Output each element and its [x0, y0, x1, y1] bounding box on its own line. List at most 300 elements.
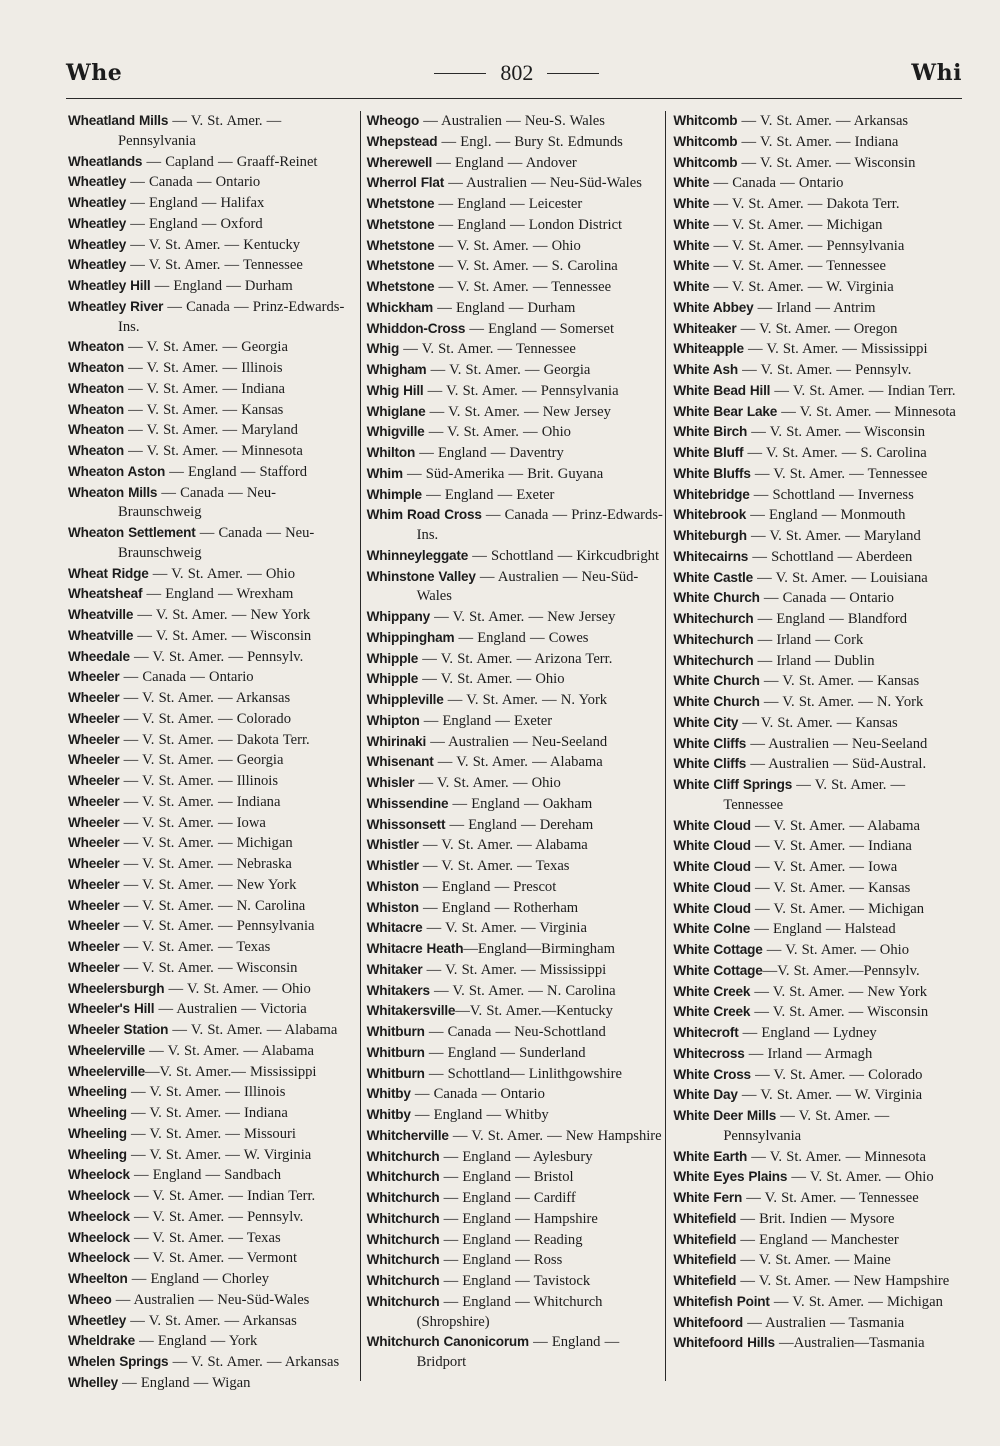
directory-entry: [367, 381, 664, 402]
directory-entry: [68, 1165, 358, 1186]
entry-headword: Wheelerville: [68, 1042, 145, 1058]
entry-location: — England — Blandford: [753, 611, 908, 627]
entry-location: — V. St. Amer. — Indiana: [119, 793, 281, 810]
entry-headword: Whitebrook: [673, 507, 747, 523]
directory-entry: [68, 523, 358, 564]
entry-headword: Wheelock: [68, 1188, 130, 1203]
directory-entry: [673, 1250, 964, 1271]
entry-headword: Whitchurch: [366, 1210, 440, 1226]
entry-headword: Wheeler: [68, 918, 120, 934]
entry-headword: Wheeler: [68, 814, 120, 830]
entry-headword: Whiddon-Cross: [366, 320, 466, 336]
entry-headword: Whim Road Cross: [366, 507, 482, 523]
entry-location: — V. St. Amer. — Tennessee: [126, 257, 303, 274]
directory-entry: [673, 961, 964, 982]
directory-entry: [673, 754, 964, 775]
entry-location: — V. St. Amer. — Alabama: [144, 1042, 315, 1059]
directory-entry: [367, 567, 664, 608]
entry-location: — V. St. Amer. — Indian Terr.: [770, 382, 956, 399]
entry-headword: Whigham: [366, 362, 427, 377]
directory-entry: [673, 443, 964, 464]
directory-entry: [673, 568, 964, 589]
directory-entry: [673, 505, 964, 526]
directory-entry: [68, 276, 358, 297]
directory-entry: [68, 420, 358, 441]
entry-location: — England — Whitby: [410, 1107, 549, 1123]
entry-headword: Whitechurch: [673, 611, 754, 626]
directory-entry: [68, 214, 358, 235]
entry-location: — England — Durham: [150, 278, 293, 294]
entry-location: — V. St. Amer. — Georgia: [426, 362, 591, 378]
entry-headword: Whilton: [366, 445, 416, 460]
directory-entry: [673, 1230, 964, 1251]
entry-headword: Whigville: [366, 424, 425, 440]
directory-entry: [68, 1145, 358, 1166]
directory-entry: [367, 1022, 664, 1043]
entry-headword: Wheatley: [68, 195, 127, 210]
directory-entry: [68, 1228, 358, 1249]
entry-headword: Whiston: [366, 878, 419, 894]
entry-location: — V. St. Amer. — New York: [750, 983, 928, 1000]
entry-headword: Wheeler: [68, 773, 120, 788]
entry-location: — England — Somerset: [465, 320, 614, 337]
directory-entry: [68, 709, 358, 730]
entry-location: — V. St. Amer. — Ohio: [414, 775, 561, 791]
entry-headword: Whitecross: [673, 1045, 745, 1061]
entry-headword: Whitefield: [673, 1273, 737, 1288]
entry-location: — V. St. Amer. — Arkansas: [168, 1354, 340, 1370]
directory-entry: [367, 464, 664, 485]
entry-location: — Schottland— Linlithgowshire: [424, 1065, 623, 1082]
directory-entry: [367, 1209, 664, 1230]
directory-entry: [673, 1002, 964, 1023]
entry-headword: Whitechurch: [673, 652, 754, 668]
entry-location: — V. St. Amer. — N. York: [443, 692, 608, 708]
directory-entry: [68, 1290, 358, 1311]
directory-entry: [673, 360, 964, 381]
directory-entry: [673, 422, 964, 443]
header-left-keyword: Whe: [66, 60, 123, 86]
entry-headword: White Colne: [673, 921, 751, 937]
directory-entry: [367, 215, 664, 236]
entry-location: — England — York: [134, 1333, 258, 1350]
entry-headword: Wheelton: [68, 1271, 128, 1286]
entry-location: — V. St. Amer. — Nebraska: [119, 856, 292, 872]
entry-headword: White Ash: [673, 362, 738, 377]
directory-entry: [367, 277, 664, 298]
entry-headword: White: [673, 258, 710, 274]
entry-headword: White Bead Hill: [673, 382, 771, 398]
entry-headword: Whisler: [366, 775, 415, 790]
directory-entry: [367, 711, 664, 732]
entry-location: — Australien — Victoria: [154, 1001, 307, 1018]
directory-entry: [367, 485, 664, 506]
entry-headword: Wheeler: [68, 876, 120, 892]
directory-entry: [68, 833, 358, 854]
directory-entry: [68, 626, 358, 647]
entry-headword: Whitchurch: [366, 1293, 440, 1309]
entry-headword: White Castle: [673, 569, 753, 585]
entry-location: — England — Cowes: [454, 629, 589, 646]
entry-location: — England — Durham: [433, 299, 576, 316]
directory-entry: [68, 647, 358, 668]
directory-entry: [367, 236, 664, 257]
entry-headword: Wheaton Mills: [68, 484, 158, 500]
entry-headword: Wheatville: [68, 607, 134, 622]
directory-entry: [68, 400, 358, 421]
directory-entry: [68, 1331, 358, 1352]
directory-entry: [673, 547, 964, 568]
entry-headword: Whig Hill: [366, 382, 424, 398]
entry-location: — V. St. Amer. — Tennessee: [750, 465, 928, 482]
directory-entry: [367, 1043, 664, 1064]
directory-entry: [673, 381, 964, 402]
directory-entry: [367, 1167, 664, 1188]
directory-entry: [673, 857, 964, 878]
entry-headword: Wheaton: [68, 401, 124, 417]
entry-headword: White Cliff Springs: [673, 777, 793, 792]
directory-entry: [367, 1230, 664, 1251]
entry-location: — V. St. Amer. — Colorado: [750, 1066, 923, 1083]
entry-headword: Whitburn: [366, 1065, 425, 1081]
entry-headword: Wheelock: [68, 1229, 130, 1245]
entry-location: — V. St. Amer. — New York: [133, 607, 311, 623]
entry-location: — V. St. Amer. — Oregon: [736, 320, 898, 337]
directory-entry: [68, 854, 358, 875]
entry-location: — England — Cardiff: [439, 1190, 576, 1206]
directory-entry: [68, 1311, 358, 1332]
entry-location: — V. St. Amer. — Mississippi: [422, 961, 607, 978]
directory-entry: [673, 277, 964, 298]
entry-headword: Wheeler: [68, 690, 120, 705]
entry-location: — England — Bridport: [416, 1334, 620, 1370]
entry-headword: Wheaton: [68, 339, 124, 355]
entry-headword: White Earth: [673, 1148, 748, 1164]
entry-location: — England — Prescot: [418, 878, 557, 895]
entry-location: — V. St. Amer. — Ohio: [762, 942, 909, 958]
directory-entry: [367, 835, 664, 856]
entry-location: — V. St. Amer. — Indiana: [750, 838, 912, 855]
entry-headword: Wheeler: [68, 710, 120, 726]
directory-entry: [367, 752, 664, 773]
entry-headword: Whitechurch: [673, 631, 754, 647]
directory-entry: [68, 1124, 358, 1145]
directory-entry: [367, 443, 664, 464]
entry-headword: Whiglane: [366, 403, 426, 419]
entry-location: — V. St. Amer. — Arkansas: [119, 690, 291, 706]
entry-headword: White Creek: [673, 983, 751, 999]
entry-location: — V. St. Amer. — Arkansas: [737, 113, 909, 129]
directory-entry: [367, 939, 664, 960]
entry-headword: Whitefish Point: [673, 1293, 770, 1309]
entry-location: — V. St. Amer. — Michigan: [119, 835, 293, 852]
directory-entry: [673, 1065, 964, 1086]
entry-headword: Whirinaki: [366, 733, 427, 749]
directory-entry: [68, 483, 358, 524]
entry-headword: Wheeo: [68, 1291, 112, 1307]
entry-location: — V. St. Amer. — Ohio: [148, 565, 296, 582]
entry-location: — V. St. Amer. — Pennsylv.: [737, 362, 912, 378]
entry-headword: White Cross: [673, 1066, 751, 1082]
entry-location: — Canada — Ontario: [410, 1086, 545, 1103]
directory-entry: [367, 319, 664, 340]
entry-headword: Whetstone: [366, 196, 435, 211]
header-rule: [66, 98, 962, 99]
entry-location: — V. St. Amer. — Kansas: [750, 879, 911, 896]
directory-entry: [68, 813, 358, 834]
directory-entry: [367, 1064, 664, 1085]
directory-entry: [367, 153, 664, 174]
directory-entry: [68, 605, 358, 626]
entry-location: — England — Dereham: [445, 816, 594, 833]
entry-headword: Wheaton Settlement: [68, 525, 196, 540]
entry-headword: White Deer Mills: [673, 1108, 777, 1123]
directory-entry: [673, 1313, 964, 1334]
entry-location: — V. St. Amer. — Tennessee: [723, 777, 906, 813]
directory-entry: [367, 898, 664, 919]
directory-entry: [367, 505, 664, 546]
directory-entry: [68, 688, 358, 709]
entry-headword: Whitcherville: [366, 1127, 449, 1143]
directory-entry: [68, 937, 358, 958]
entry-headword: Wheatland Mills: [68, 113, 169, 128]
directory-entry: [673, 1333, 964, 1354]
entry-headword: Wheeler's Hill: [68, 1001, 155, 1017]
directory-entry: [367, 1250, 664, 1271]
entry-location: — V. St. Amer. — Ohio: [434, 237, 581, 254]
directory-entry: [673, 836, 964, 857]
entry-headword: White Cloud: [673, 817, 751, 833]
entry-headword: Wheatley Hill: [68, 278, 151, 293]
entry-headword: White City: [673, 714, 739, 730]
entry-location: — V. St. Amer. — Illinois: [124, 360, 283, 376]
directory-entry: [673, 1292, 964, 1313]
page-number-block: [420, 60, 613, 86]
column-2: [360, 111, 664, 1381]
entry-location: — England — Hampshire: [439, 1210, 598, 1227]
directory-entry: [367, 732, 664, 753]
entry-headword: White Bluffs: [673, 465, 751, 481]
directory-entry: [68, 111, 358, 152]
entry-headword: Whetstone: [366, 216, 435, 232]
directory-entry: [68, 999, 358, 1020]
entry-headword: Whitebridge: [673, 486, 750, 502]
directory-entry: [367, 1105, 664, 1126]
entry-headword: Wheogo: [366, 113, 420, 128]
entry-headword: Whitefoord: [673, 1314, 744, 1330]
entry-location: — Engl. — Bury St. Edmunds: [437, 133, 623, 150]
entry-location: — V. St. Amer. — Alabama: [433, 754, 603, 771]
entry-location: — England — Oxford: [126, 215, 263, 232]
directory-entry: [68, 896, 358, 917]
entry-headword: Whipton: [366, 712, 420, 728]
entry-headword: Whitacre Heath: [366, 941, 464, 956]
entry-location: — V. St. Amer. — Indiana: [737, 133, 899, 150]
entry-location: — V. St. Amer. — Arizona Terr.: [418, 650, 613, 667]
entry-location: — England — Tavistock: [439, 1273, 591, 1289]
entry-location: —V. St. Amer.— Mississippi: [144, 1063, 317, 1080]
entry-location: — England — Monmouth: [746, 507, 906, 524]
directory-entry: [367, 1188, 664, 1209]
directory-entry: [673, 339, 964, 360]
directory-entry: [673, 816, 964, 837]
entry-headword: Whitecroft: [673, 1025, 739, 1040]
entry-location: — Australien — Neu-Seeland: [426, 733, 608, 750]
entry-headword: Whiteapple: [673, 341, 744, 357]
directory-entry: [673, 256, 964, 277]
entry-location: — England — Sunderland: [424, 1044, 586, 1061]
entry-location: — V. St. Amer. — Pennsylv.: [129, 648, 304, 665]
directory-entry: [367, 173, 664, 194]
directory-entry: [673, 1167, 964, 1188]
entry-location: —V. St. Amer.—Kentucky: [455, 1003, 613, 1020]
directory-entry: [68, 1020, 358, 1041]
directory-entry: [68, 916, 358, 937]
entry-headword: Wheeler: [68, 835, 120, 851]
entry-location: — V. St. Amer. — Michigan: [709, 216, 883, 233]
entry-location: — V. St. Amer. — Minnesota: [124, 443, 303, 459]
entry-location: — Capland — Graaff-Reinet: [142, 153, 318, 170]
entry-location: — V. St. Amer. — Alabama: [750, 817, 920, 834]
entry-location: — England — Ross: [439, 1252, 563, 1269]
entry-headword: Whepstead: [366, 133, 438, 149]
page-header: [66, 55, 962, 91]
directory-entry: [673, 775, 964, 816]
directory-entry: [367, 918, 664, 939]
entry-headword: Wheeling: [68, 1105, 127, 1120]
directory-entry: [673, 1147, 964, 1168]
directory-entry: [68, 979, 358, 1000]
entry-headword: Wheat Ridge: [68, 565, 149, 581]
directory-entry: [68, 875, 358, 896]
entry-location: — England — Oakham: [448, 795, 593, 812]
entry-headword: White Cloud: [673, 879, 751, 895]
entry-location: — England — Whitchurch (Shropshire): [416, 1293, 603, 1330]
entry-headword: Wheatley: [68, 236, 127, 252]
directory-entry: [68, 771, 358, 792]
entry-headword: Whitecairns: [673, 548, 749, 564]
entry-headword: Whisenant: [366, 754, 434, 770]
entry-location: — V. St. Amer. — Illinois: [126, 1084, 286, 1101]
entry-headword: White Bear Lake: [673, 403, 778, 419]
entry-headword: Whipple: [366, 650, 419, 666]
directory-entry: [673, 588, 964, 609]
directory-entry: [673, 111, 964, 132]
entry-headword: Wheaton: [68, 422, 124, 438]
entry-headword: Whitchurch: [366, 1148, 440, 1164]
entry-location: —V. St. Amer.—Pennsylv.: [762, 962, 920, 979]
entry-location: — V. St. Amer. — Missouri: [126, 1125, 296, 1142]
directory-entry: [68, 564, 358, 585]
entry-location: — V. St. Amer. — Arkansas: [126, 1312, 297, 1329]
directory-entry: [367, 981, 664, 1002]
entry-location: — England — Rotherham: [418, 899, 579, 916]
entry-location: — Irland — Antrim: [753, 299, 876, 316]
directory-entry: [673, 1209, 964, 1230]
entry-location: — Australien — Tasmania: [743, 1314, 905, 1331]
entry-location: — Canada — Prinz-Edwards-Ins.: [118, 298, 345, 335]
entry-location: — England — Leicester: [434, 196, 583, 212]
directory-entry: [367, 111, 664, 132]
entry-headword: Whitburn: [366, 1024, 425, 1039]
entry-headword: Wheaton: [68, 443, 124, 458]
entry-headword: Whitefoord Hills: [673, 1335, 775, 1351]
entry-location: — Australien — Süd-Austral.: [746, 756, 927, 773]
entry-location: — V. St. Amer. — Dakota Terr.: [709, 196, 900, 212]
entry-location: — England — Wigan: [117, 1374, 251, 1391]
entry-headword: White Church: [673, 590, 760, 606]
entry-headword: Whitchurch Canonicorum: [366, 1334, 529, 1350]
column-3: [665, 111, 964, 1381]
entry-location: — V. St. Amer. — Kansas: [738, 714, 898, 731]
entry-location: — V. St. Amer. — S. Carolina: [434, 258, 618, 275]
entry-location: — V. St. Amer. — Kentucky: [126, 236, 301, 253]
entry-headword: Wherrol Flat: [366, 175, 445, 191]
entry-headword: Wheelerville: [68, 1063, 145, 1079]
entry-location: — Brit. Indien — Mysore: [736, 1210, 895, 1227]
header-dash-left: [434, 73, 486, 74]
directory-entry: [68, 792, 358, 813]
directory-entry: [68, 1207, 358, 1228]
entry-location: — V. St. Amer. — Iowa: [119, 814, 266, 831]
directory-entry: [673, 215, 964, 236]
entry-location: — V. St. Amer. — N. Carolina: [119, 897, 306, 914]
directory-entry: [68, 172, 358, 193]
entry-location: — V. St. Amer. — Ohio: [424, 424, 571, 441]
directory-entry: [367, 1126, 664, 1147]
entry-headword: White Day: [673, 1087, 738, 1103]
directory-entry: [68, 358, 358, 379]
directory-entry: [673, 194, 964, 215]
entry-location: — England — Manchester: [736, 1231, 899, 1248]
entry-location: — V. St. Amer. — Colorado: [119, 710, 292, 727]
directory-entry: [68, 584, 358, 605]
entry-location: — V. St. Amer. — New Hampshire: [736, 1273, 950, 1289]
entry-location: — V. St. Amer. — Virginia: [422, 920, 587, 937]
entry-location: — England — Lydney: [738, 1025, 877, 1041]
entry-location: — Australien — Neu-S. Wales: [419, 113, 605, 129]
entry-headword: White: [673, 196, 710, 211]
entry-location: —England—Birmingham: [463, 941, 615, 957]
directory-entry: [673, 692, 964, 713]
directory-entry: [68, 1269, 358, 1290]
entry-headword: Whetstone: [366, 237, 435, 253]
directory-entry: [673, 153, 964, 174]
directory-entry: [68, 1186, 358, 1207]
directory-entry: [673, 982, 964, 1003]
entry-headword: Whickham: [366, 299, 434, 315]
directory-entry: [367, 794, 664, 815]
entry-location: — V. St. Amer. — Pennsylvania: [709, 237, 905, 254]
directory-entry: [367, 649, 664, 670]
entry-location: — England — Daventry: [415, 445, 564, 461]
entry-headword: Whitchurch: [366, 1252, 440, 1268]
entry-headword: White Cloud: [673, 900, 751, 916]
directory-entry: [673, 298, 964, 319]
entry-location: — V. St. Amer. — Wisconsin: [119, 959, 298, 976]
entry-location: — Australien — Neu-Süd-Wales: [111, 1291, 310, 1308]
directory-entry: [367, 877, 664, 898]
entry-location: — Schottland — Kirkcudbright: [468, 547, 659, 564]
entry-headword: White: [673, 279, 710, 294]
entry-location: — Canada — Ontario: [709, 175, 844, 192]
directory-entry: [68, 297, 358, 338]
entry-headword: Wheeling: [68, 1125, 127, 1141]
entry-location: — V. St. Amer. — Texas: [119, 939, 271, 955]
entry-location: — V. St. Amer. — Ohio: [418, 671, 565, 688]
entry-headword: Wheaton: [68, 360, 124, 375]
directory-entry: [68, 255, 358, 276]
